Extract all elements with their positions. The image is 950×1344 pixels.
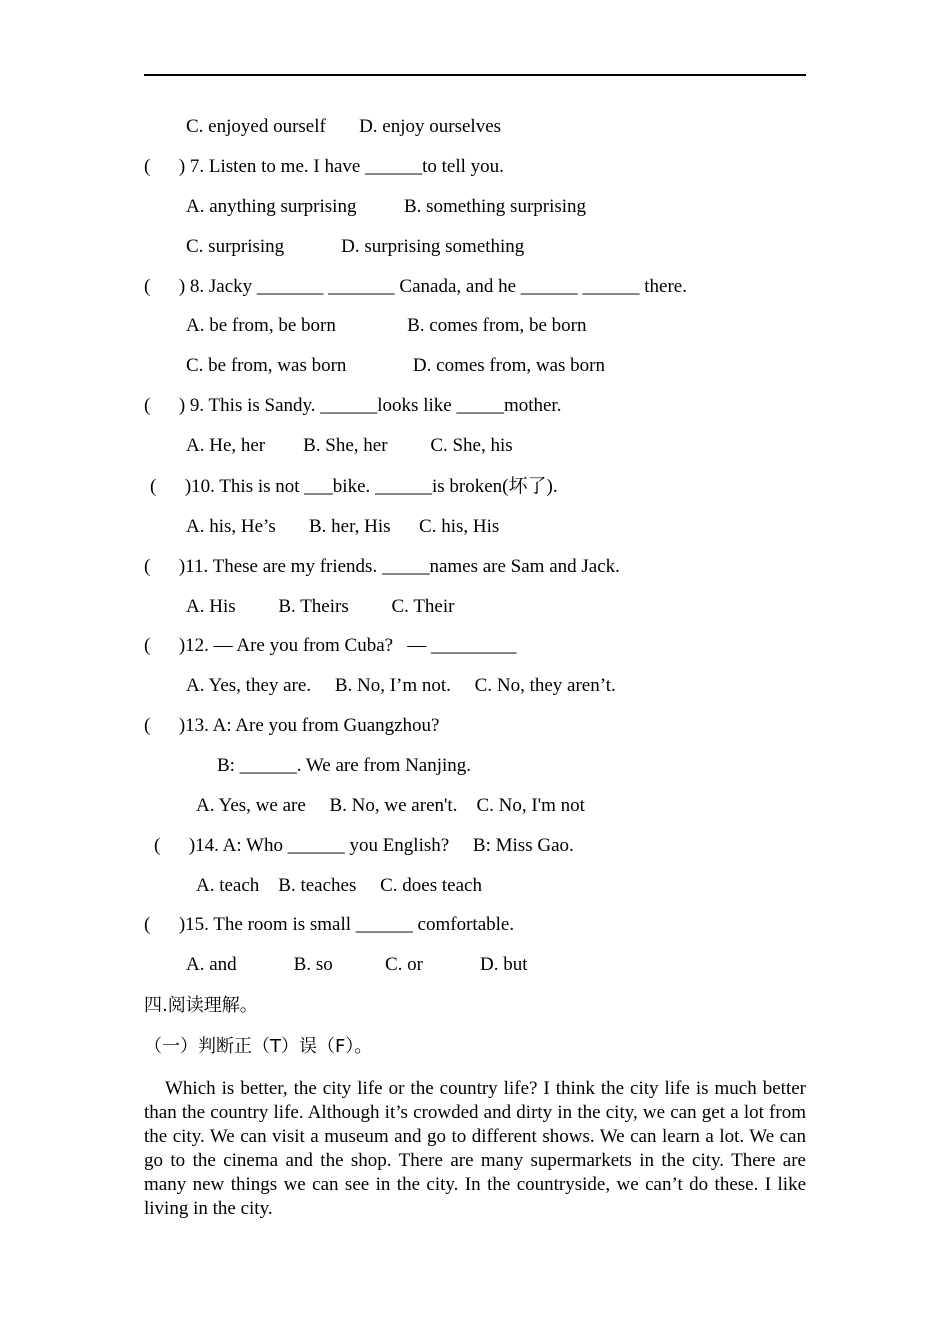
q7-options-cd: C. surprising D. surprising something: [186, 236, 525, 257]
q14-options: A. teach B. teaches C. does teach: [196, 875, 482, 896]
q10-options: A. his, He’s B. her, His C. his, His: [186, 516, 500, 537]
q13-line-b: B: ______. We are from Nanjing.: [217, 755, 472, 776]
section-title: 四.阅读理解。: [144, 995, 258, 1016]
question-8: ( ) 8. Jacky _______ _______ Canada, and he ______ ______ there.: [144, 276, 687, 297]
subsection-title: （一）判断正（T）误（F）。: [144, 1036, 373, 1057]
question-13: ( )13. A: Are you from Guangzhou?: [144, 715, 440, 736]
question-11: ( )11. These are my friends. _____names are Sam and Jack.: [144, 556, 620, 577]
q8-options-ab: A. be from, be born B. comes from, be born: [186, 315, 587, 336]
header-rule: [144, 74, 806, 76]
question-10: ( )10. This is not ___bike. ______is broken(坏了).: [150, 476, 558, 497]
q9-options: A. He, her B. She, her C. She, his: [186, 435, 513, 456]
q6-options-cd: C. enjoyed ourself D. enjoy ourselves: [186, 116, 502, 137]
question-14: ( )14. A: Who ______ you English? B: Miss Gao.: [154, 835, 574, 856]
q13-options: A. Yes, we are B. No, we aren't. C. No, I'm not: [196, 795, 585, 816]
q12-options: A. Yes, they are. B. No, I’m not. C. No, they aren’t.: [186, 675, 616, 696]
question-7: ( ) 7. Listen to me. I have ______to tell you.: [144, 156, 504, 177]
reading-passage: Which is better, the city life or the country life? I think the city life is much better than the country life. Although it’s crowded and dirty in the city, we can get a lot from the city. We can visit a museum and go to different shows. We can learn a lot. We can go to the cinema and the shop. There are many supermarkets in the city. There are many new things we can see in the city. In the countryside, we can’t do these. I like living in the city.: [144, 1078, 806, 1219]
question-9: ( ) 9. This is Sandy. ______looks like _____mother.: [144, 395, 562, 416]
q15-options: A. and B. so C. or D. but: [186, 954, 528, 975]
q7-options-ab: A. anything surprising B. something surprising: [186, 196, 587, 217]
question-15: ( )15. The room is small ______ comfortable.: [144, 914, 515, 935]
q11-options: A. His B. Theirs C. Their: [186, 596, 455, 617]
q8-options-cd: C. be from, was born D. comes from, was born: [186, 355, 605, 376]
question-12: ( )12. — Are you from Cuba? — _________: [144, 635, 517, 656]
